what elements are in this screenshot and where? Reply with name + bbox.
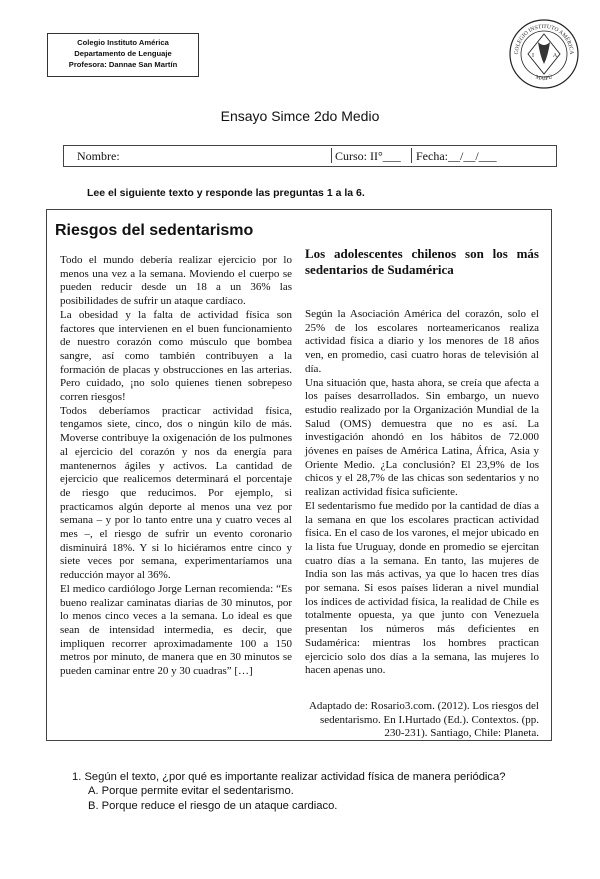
questions-section (72, 770, 505, 813)
paragraph: Según la Asociación América del corazón, solo el 25% de los escolares norteamericanos realiza actividad física a diario y los menores de 18 años ven, en promedio, casi cuatro horas de televisión al día. (305, 308, 539, 375)
reading-title: Riesgos del sedentarismo (55, 222, 254, 239)
student-info-row (63, 145, 557, 167)
question-text: 1. Según el texto, ¿por qué es importante realizar actividad física de manera periódica? (72, 771, 506, 783)
logo-right-letter: A (552, 53, 558, 59)
course-label: Curso: II°___ (335, 149, 401, 163)
answer-option[interactable]: B. Porque reduce el riesgo de un ataque cardiaco. (88, 799, 338, 812)
instruction-text: Lee el siguiente texto y responde las preguntas 1 a la 6. (87, 187, 365, 199)
right-column (305, 246, 539, 741)
school-info-box (47, 33, 199, 77)
divider (411, 148, 412, 163)
logo-continent-icon (538, 42, 550, 64)
paragraph: Una situación que, hasta ahora, se creía que afecta a los países desarrollados. Sin embargo, un nuevo estudio realizado por la Organización Mundial de la Salud (OMS) demuestra que no es así. La investigación ahondó en los hábitos de 72.000 jóvenes en países de América Latina, África, Asia y Oriente Medio. ¿La conclusión? El 23,9% de los chicos y el 28,7% de las chicas son sedentarios y no realizan actividad física suficiente. (305, 376, 539, 499)
paragraph: El medico cardiólogo Jorge Lernan recomienda: “Es bueno realizar caminatas diarias de 30 minutos, por lo menos cinco veces a la semana. Lo ideal es que sean de intensidad intermedia, es decir, que impliquen recorrer aproximadamente 100 a 150 metros por minuto, de manera que en 30 minutos se pueden caminar entre 20 y 30 cuadras” […] (60, 582, 292, 678)
paragraph: La obesidad y la falta de actividad física son factores que intervienen en el buen funcionamiento de nuestro corazón como músculo que bombea sangre, así como también contribuyen a la formación de placas y obstrucciones en las arterias. Pero cuidado, ¡no solo quienes tienen sobrepeso corren riesgos! (60, 308, 292, 404)
page-title: Ensayo Simce 2do Medio (220, 108, 380, 124)
teacher-name: Profesora: Dannae San Martín (68, 60, 178, 69)
source-citation: Adaptado de: Rosario3.com. (2012). Los riesgos del sedentarismo. En I.Hurtado (Ed.). Contextos. (pp. 230-231). Santiago, Chile: Planeta. (308, 699, 539, 740)
divider (331, 148, 332, 163)
article-subtitle: Los adolescentes chilenos son los más sedentarios de Sudamérica (305, 246, 539, 277)
logo-bottom-text: MAIPÚ (534, 74, 554, 83)
answer-option[interactable]: A. Porque permite evitar el sedentarismo. (88, 785, 294, 798)
date-label: Fecha:__/__/___ (416, 149, 497, 163)
paragraph: Todos deberíamos practicar actividad física, tengamos siete, cinco, dos o ningún kilo de más. Moverse contribuye la oxigenación de los pulmones al ejercicio del corazón y nos da energía para mantenernos ágiles y activos. La cantidad de ejercicio que realicemos determinará el porcentaje de riesgo que reducimos. Por ejemplo, si practicamos algún deporte al menos una vez por semana – y por lo tanto entre una y cuatro veces al mes –, el riesgo de sufrir un evento coronario disminuirá 18%. Y si lo hiciéramos entre cinco y siete veces por semana, experimentaríamos una reducción mayor al 36%. (60, 404, 292, 582)
school-logo (508, 18, 580, 90)
school-name: Colegio Instituto América (77, 38, 169, 47)
name-label: Nombre: (77, 149, 120, 163)
paragraph: Todo el mundo debería realizar ejercicio por lo menos una vez a la semana. Moviendo el cuerpo se pueden reducir desde un 18 a un 36% las posibilidades de sufrir un ataque cardíaco. (60, 254, 292, 308)
left-column (60, 254, 292, 679)
department-name: Departamento de Lenguaje (74, 49, 172, 58)
logo-left-letter: I (532, 53, 534, 59)
logo-top-text: COLEGIO INSTITUTO AMÉRICA (513, 23, 575, 55)
paragraph: El sedentarismo fue medido por la cantidad de días a la semana en que los escolares practican actividad física. En el caso de los varones, el mejor ubicado en la lista fue Uruguay, donde en promedio se ejercitan cuatro días a la semana. En tanto, las mujeres de India son las más activas, ya que lo hacen tres días por semana. Si esos países lideran a nivel mundial los índices de actividad física, la realidad de Chile es totalmente opuesta, ya que junto con Venezuela presentan los números más deficientes en Sudamérica: mientras los hombres practican ejercicio solo dos días a la semana, las mujeres lo hacen apenas uno. (305, 499, 539, 677)
